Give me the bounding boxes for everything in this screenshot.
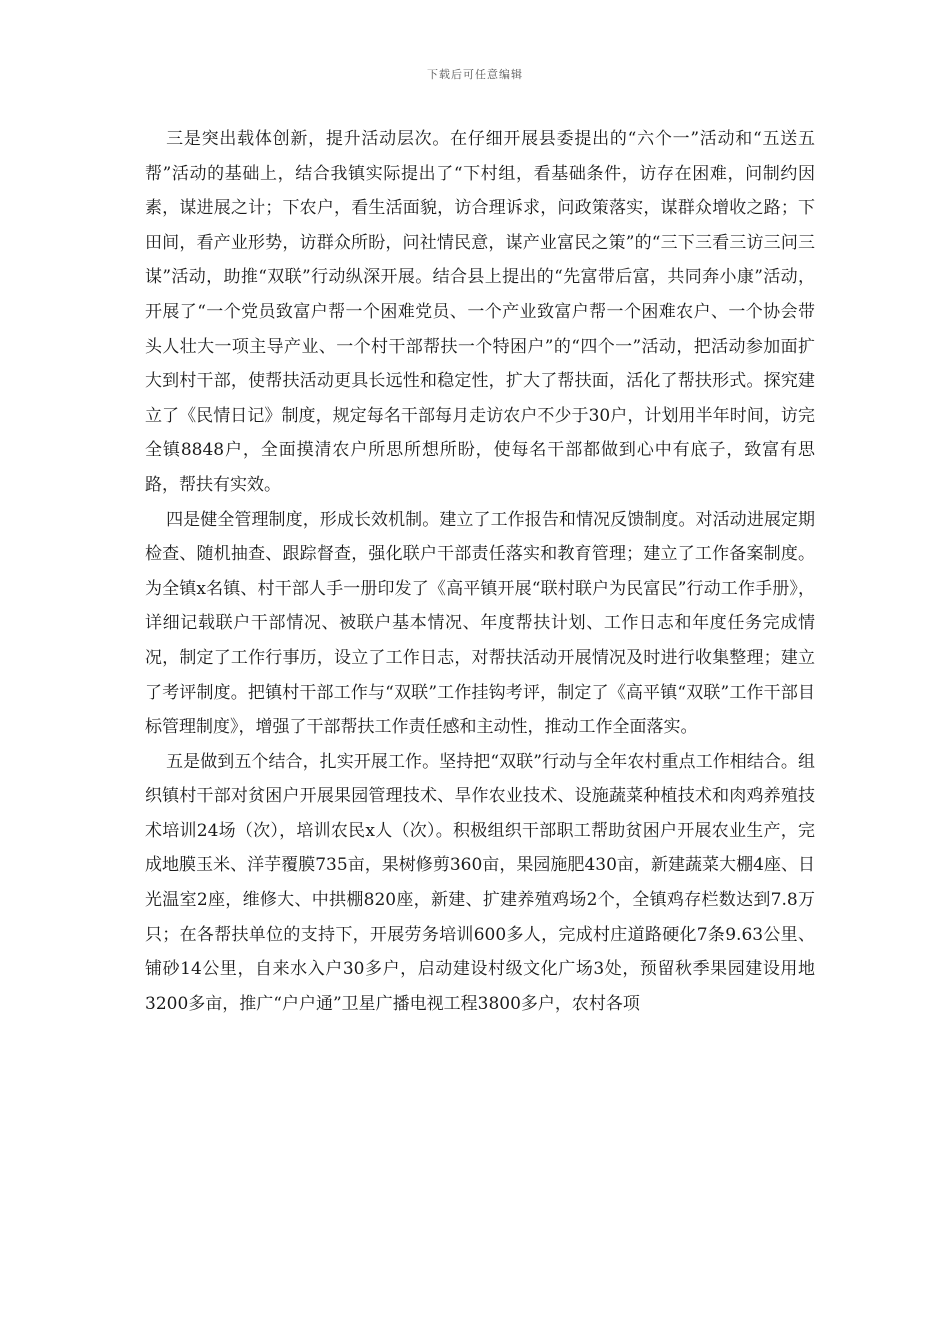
document-body [145, 122, 815, 1021]
page-header: 下载后可任意编辑 [427, 68, 523, 81]
paragraph-3: 五是做到五个结合，扎实开展工作。坚持把“双联”行动与全年农村重点工作相结合。组织镇村干部对贫困户开展果园管理技术、旱作农业技术、设施蔬菜种植技术和肉鸡养殖技术培训24场（次），培训农民x人（次）。积极组织干部职工帮助贫困户开展农业生产，完成地膜玉米、洋芋覆膜735亩，果树修剪360亩，果园施肥430亩，新建蔬菜大棚4座、日光温室2座，维修大、中拱棚820座，新建、扩建养殖鸡场2个，全镇鸡存栏数达到7.8万只；在各帮扶单位的支持下，开展劳务培训600多人，完成村庄道路硬化7条9.63公里、铺砂14公里，自来水入户30多户，启动建设村级文化广场3处，预留秋季果园建设用地3200多亩，推广“户户通”卫星广播电视工程3800多户，农村各项 [145, 751, 815, 1014]
paragraph-1: 三是突出载体创新，提升活动层次。在仔细开展县委提出的“六个一”活动和“五送五帮”活动的基础上，结合我镇实际提出了“下村组，看基础条件，访存在困难，问制约因素，谋进展之计；下农户，看生活面貌，访合理诉求，问政策落实，谋群众增收之路；下田间，看产业形势，访群众所盼，问社情民意，谋产业富民之策”的“三下三看三访三问三谋”活动，助推“双联”行动纵深开展。结合县上提出的“先富带后富，共同奔小康”活动，开展了“一个党员致富户帮一个困难党员、一个产业致富户帮一个困难农户、一个协会带头人壮大一项主导产业、一个村干部帮扶一个特困户”的“四个一”活动，把活动参加面扩大到村干部，使帮扶活动更具长远性和稳定性，扩大了帮扶面，活化了帮扶形式。探究建立了《民情日记》制度，规定每名干部每月走访农户不少于30户，计划用半年时间，访完全镇8848户，全面摸清农户所思所想所盼，使每名干部都做到心中有底子，致富有思路，帮扶有实效。 [145, 129, 815, 495]
paragraph-2: 四是健全管理制度，形成长效机制。建立了工作报告和情况反馈制度。对活动进展定期检查、随机抽查、跟踪督查，强化联户干部责任落实和教育管理；建立了工作备案制度。为全镇x名镇、村干部人手一册印发了《高平镇开展“联村联户为民富民”行动工作手册》，详细记载联户干部情况、被联户基本情况、年度帮扶计划、工作日志和年度任务完成情况，制定了工作行事历，设立了工作日志，对帮扶活动开展情况及时进行收集整理；建立了考评制度。把镇村干部工作与“双联”工作挂钩考评，制定了《高平镇“双联”工作干部目标管理制度》，增强了干部帮扶工作责任感和主动性，推动工作全面落实。 [145, 509, 815, 738]
